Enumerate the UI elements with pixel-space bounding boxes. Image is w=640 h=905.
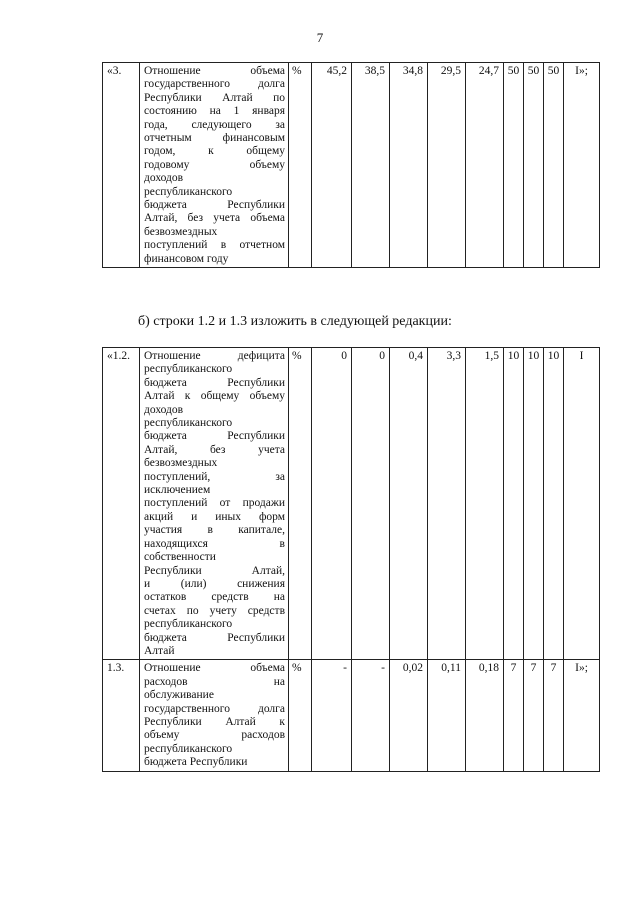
row-value: 38,5 [352, 63, 390, 268]
description-line: и (или) снижения [144, 577, 285, 590]
description-line: бюджета Республики [144, 631, 285, 644]
description-line: бюджета Республики [144, 376, 285, 389]
description-line: финансовом году [144, 252, 229, 265]
row-unit: % [289, 63, 312, 268]
row-value: 1,5 [466, 348, 504, 660]
description-line: поступлений, за [144, 470, 285, 483]
table-row [103, 63, 600, 268]
row-value: 3,3 [428, 348, 466, 660]
description-line: остатков средств на [144, 591, 285, 604]
table-row [103, 660, 600, 771]
row-value: 0,4 [390, 348, 428, 660]
row-value: - [352, 660, 390, 771]
row-last-cell: I»; [564, 63, 600, 268]
description-line: Республики Алтай к [144, 715, 285, 728]
description-line: года, следующего за [144, 118, 285, 131]
row-description [140, 348, 289, 660]
description-line: годом, к общему [144, 145, 285, 158]
row-description [140, 63, 289, 268]
description-line: годовому объему [144, 158, 285, 171]
description-line: государственного долга [144, 78, 285, 91]
description-line: Алтай [144, 644, 175, 657]
row-value: 0,11 [428, 660, 466, 771]
description-line: Отношение объема [144, 662, 285, 675]
row-value: 10 [544, 348, 564, 660]
row-value: 7 [544, 660, 564, 771]
description-line: Республики Алтай по [144, 91, 285, 104]
row-number: 1.3. [103, 660, 140, 771]
row-description [140, 660, 289, 771]
row-value: 7 [504, 660, 524, 771]
description-line: бюджета Республики [144, 756, 248, 769]
row-value: 45,2 [312, 63, 352, 268]
amendment-instruction: б) строки 1.2 и 1.3 изложить в следующей редакции: [138, 314, 452, 329]
description-line: бюджета Республики [144, 430, 285, 443]
description-line: объему расходов [144, 729, 285, 742]
row-value: 24,7 [466, 63, 504, 268]
row-value: 29,5 [428, 63, 466, 268]
description-line: республиканского [144, 742, 233, 755]
description-line: находящихся в [144, 537, 285, 550]
row-value: - [312, 660, 352, 771]
description-line: бюджета Республики [144, 199, 285, 212]
description-line: республиканского [144, 185, 233, 198]
description-line: безвозмездных [144, 225, 218, 238]
description-line: отчетным финансовым [144, 132, 285, 145]
description-line: собственности [144, 551, 216, 564]
row-value: 50 [504, 63, 524, 268]
description-line: поступлений от продажи [144, 497, 285, 510]
description-line: исключением [144, 484, 211, 497]
row-value: 50 [524, 63, 544, 268]
description-line: Алтай к общему объему [144, 390, 285, 403]
description-line: поступлений в отчетном [144, 239, 285, 252]
row-value: 0,18 [466, 660, 504, 771]
description-line: доходов [144, 172, 184, 185]
row-value: 10 [504, 348, 524, 660]
row-number: «3. [103, 63, 140, 268]
description-line: республиканского [144, 618, 233, 631]
description-line: обслуживание [144, 689, 214, 702]
row-value: 50 [544, 63, 564, 268]
description-line: счетах по учету средств [144, 604, 285, 617]
description-line: безвозмездных [144, 457, 218, 470]
description-line: участия в капитале, [144, 524, 285, 537]
description-line: акций и иных форм [144, 510, 285, 523]
description-line: республиканского [144, 417, 233, 430]
page-number: 7 [316, 30, 324, 45]
row-value: 0,02 [390, 660, 428, 771]
table-row [103, 348, 600, 660]
row-value: 7 [524, 660, 544, 771]
row-unit: % [289, 348, 312, 660]
row-value: 0 [352, 348, 390, 660]
description-line: доходов [144, 403, 184, 416]
row-unit: % [289, 660, 312, 771]
description-line: Алтай, без учета объема [144, 212, 285, 225]
row-last-cell: I [564, 348, 600, 660]
indicator-table-bottom [102, 347, 600, 772]
description-line: состоянию на 1 января [144, 105, 285, 118]
row-value: 0 [312, 348, 352, 660]
description-line: Алтай, без учета [144, 443, 285, 456]
description-line: государственного долга [144, 702, 285, 715]
row-last-cell: I»; [564, 660, 600, 771]
row-value: 34,8 [390, 63, 428, 268]
row-value: 10 [524, 348, 544, 660]
indicator-table-top [102, 62, 600, 268]
description-line: республиканского [144, 363, 233, 376]
description-line: Республики Алтай, [144, 564, 285, 577]
description-line: Отношение объема [144, 65, 285, 77]
row-number: «1.2. [103, 348, 140, 660]
description-line: Отношение дефицита [144, 350, 285, 362]
description-line: расходов на [144, 675, 285, 688]
